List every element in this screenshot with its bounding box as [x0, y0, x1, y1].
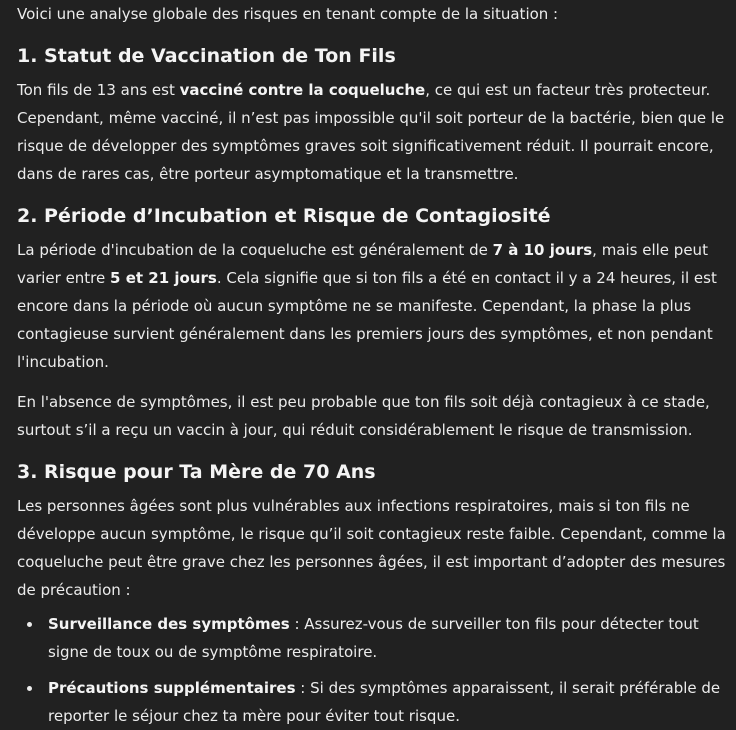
list-item: [17, 674, 726, 730]
text-span: , ce qui est un facteur très protecteur. Cependant, même vacciné, il n’est pas impossible qu'il soit porteur de la bactérie, bien que le risque de développer des symptômes graves soit significativement réduit. Il pourrait encore, dans de rares cas, être porteur asymptomatique et la transmettre.: [17, 81, 725, 183]
text-span: La période d'incubation de la coqueluche est généralement de: [17, 241, 493, 259]
intro-text: Voici une analyse globale des risques en tenant compte de la situation :: [17, 5, 559, 23]
text-span: Ton fils de 13 ans est: [17, 81, 180, 99]
bullet-text: : Assurez-vous de surveiller ton fils pour détecter tout signe de toux ou de symptôme respiratoire.: [48, 615, 699, 661]
list-item: [17, 610, 726, 666]
section-3-paragraph: Les personnes âgées sont plus vulnérables aux infections respiratoires, mais si ton fils ne développe aucun symptôme, le risque qu’il soit contagieux reste faible. Cependant, comme la coqueluche peut être grave chez les personnes âgées, il est important d’adopter des mesures de précaution :: [17, 497, 726, 599]
section-2-paragraph-1: [17, 236, 726, 376]
text-span: , mais elle peut varier entre: [17, 241, 708, 287]
bullet-dot-icon: [27, 686, 32, 691]
bullet-label: Surveillance des symptômes: [48, 615, 290, 633]
text-span: . Cela signifie que si ton fils a été en contact il y a 24 heures, il est encore dans la période où aucun symptôme ne se manifeste. Cependant, la phase la plus contagieuse survient généralement dans les premiers jours des symptômes, et non pendant l'incubation.: [17, 269, 717, 371]
section-1-paragraph: [17, 76, 726, 188]
section-1-heading: 1. Statut de Vaccination de Ton Fils: [17, 45, 396, 67]
bold-text: 5 et 21 jours: [110, 269, 217, 287]
precautions-list: [17, 610, 726, 730]
bold-text: 7 à 10 jours: [492, 241, 593, 259]
bullet-text: : Si des symptômes apparaissent, il serait préférable de reporter le séjour chez ta mère pour éviter tout risque.: [48, 679, 721, 725]
section-2-paragraph-2: En l'absence de symptômes, il est peu probable que ton fils soit déjà contagieux à ce stade, surtout s’il a reçu un vaccin à jour, qui réduit considérablement le risque de transmission.: [17, 393, 710, 439]
section-3-heading: 3. Risque pour Ta Mère de 70 Ans: [17, 461, 376, 483]
bullet-dot-icon: [27, 622, 32, 627]
bold-text: vacciné contre la coqueluche: [179, 81, 426, 99]
bullet-label: Précautions supplémentaires: [48, 679, 296, 697]
section-2-heading: 2. Période d’Incubation et Risque de Contagiosité: [17, 205, 551, 227]
